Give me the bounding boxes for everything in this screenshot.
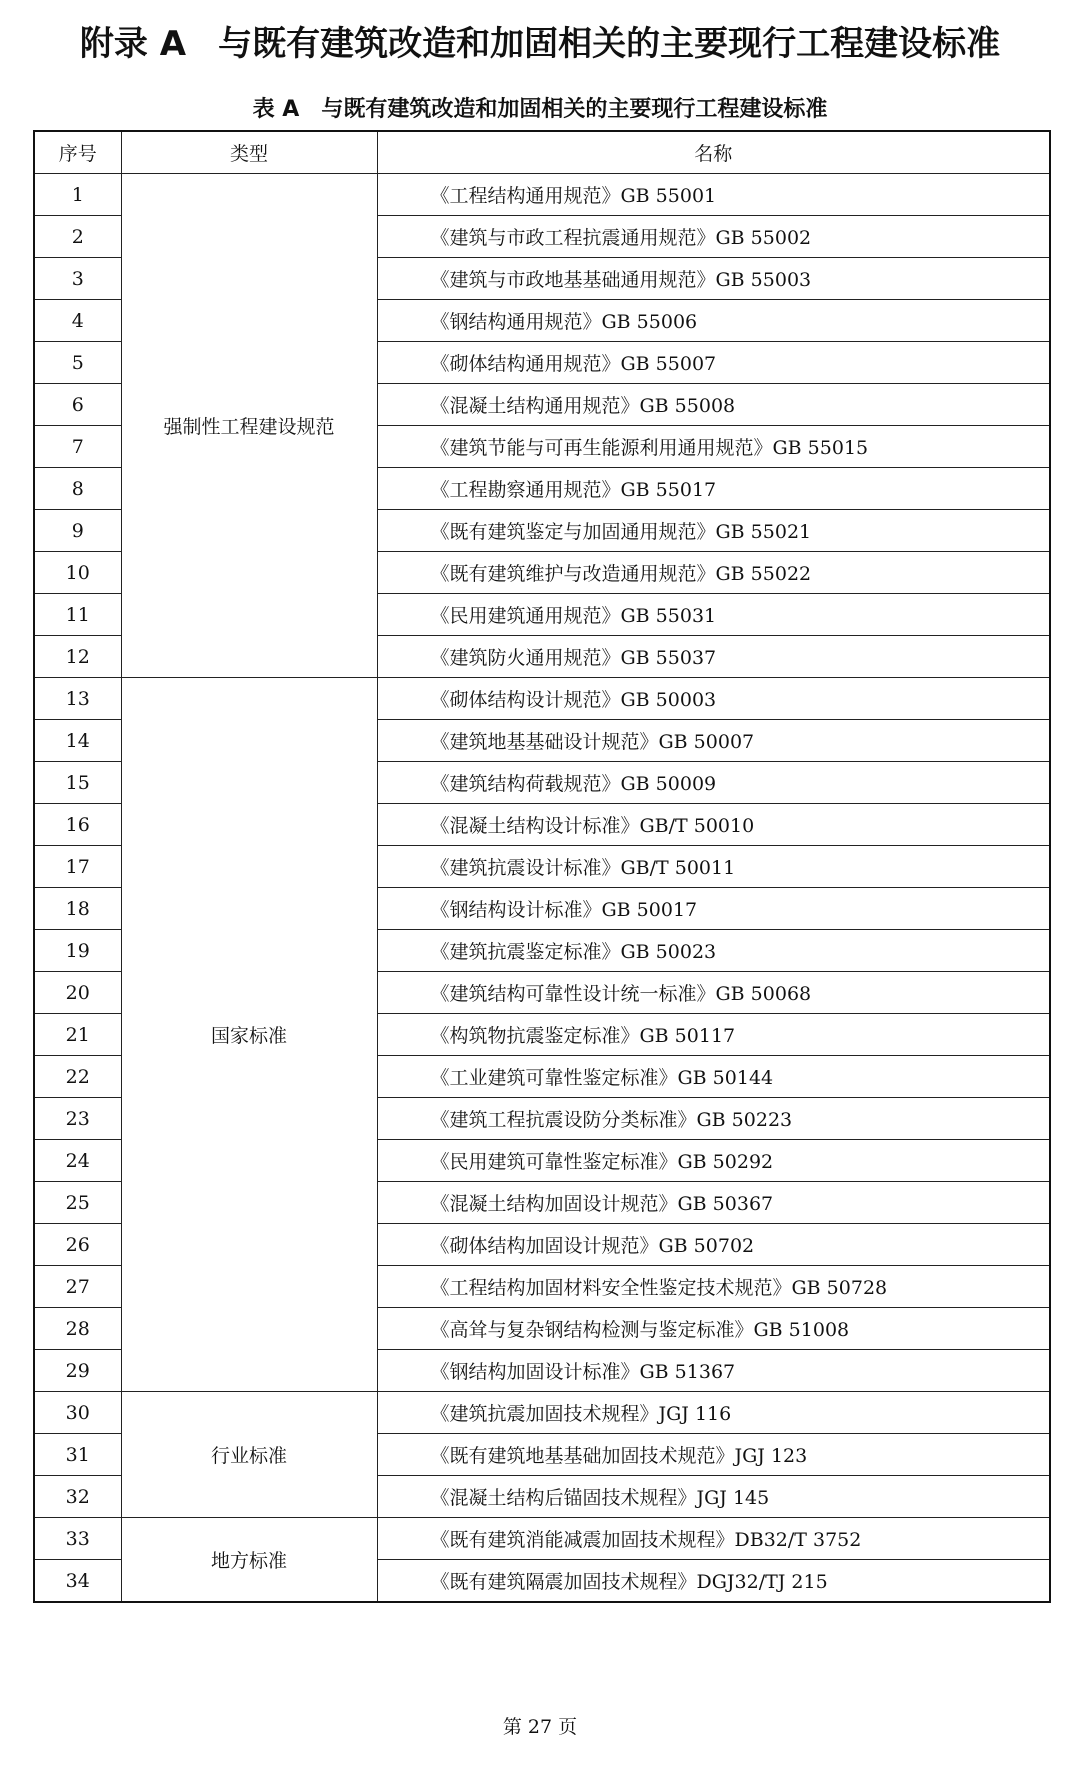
header-name: 名称 — [377, 131, 1050, 174]
standard-name: 《建筑抗震加固技术规程》JGJ 116 — [377, 1392, 1050, 1434]
standard-name: 《民用建筑通用规范》GB 55031 — [377, 594, 1050, 636]
standard-name: 《建筑结构荷载规范》GB 50009 — [377, 762, 1050, 804]
standard-name: 《混凝土结构设计标准》GB/T 50010 — [377, 804, 1050, 846]
row-number: 17 — [34, 846, 121, 888]
row-number: 8 — [34, 468, 121, 510]
row-number: 24 — [34, 1140, 121, 1182]
row-number: 26 — [34, 1224, 121, 1266]
header-type: 类型 — [121, 131, 377, 174]
standard-name: 《既有建筑地基基础加固技术规范》JGJ 123 — [377, 1434, 1050, 1476]
row-number: 15 — [34, 762, 121, 804]
table-row — [34, 1392, 1050, 1434]
standard-name: 《既有建筑隔震加固技术规程》DGJ32/TJ 215 — [377, 1560, 1050, 1603]
category-cell: 国家标准 — [121, 678, 377, 1392]
standards-table — [33, 130, 1051, 1603]
table-caption — [0, 90, 1080, 130]
row-number: 32 — [34, 1476, 121, 1518]
row-number: 23 — [34, 1098, 121, 1140]
page-number: 第 27 页 — [502, 1716, 578, 1738]
standard-name: 《既有建筑消能减震加固技术规程》DB32/T 3752 — [377, 1518, 1050, 1560]
category-cell: 地方标准 — [121, 1518, 377, 1603]
row-number: 27 — [34, 1266, 121, 1308]
row-number: 16 — [34, 804, 121, 846]
row-number: 31 — [34, 1434, 121, 1476]
row-number: 28 — [34, 1308, 121, 1350]
standard-name: 《钢结构设计标准》GB 50017 — [377, 888, 1050, 930]
standard-name: 《工程勘察通用规范》GB 55017 — [377, 468, 1050, 510]
row-number: 30 — [34, 1392, 121, 1434]
appendix-label: 附录 A — [79, 24, 187, 64]
standard-name: 《高耸与复杂钢结构检测与鉴定标准》GB 51008 — [377, 1308, 1050, 1350]
standard-name: 《建筑抗震设计标准》GB/T 50011 — [377, 846, 1050, 888]
standard-name: 《钢结构通用规范》GB 55006 — [377, 300, 1050, 342]
standard-name: 《建筑与市政工程抗震通用规范》GB 55002 — [377, 216, 1050, 258]
standard-name: 《混凝土结构后锚固技术规程》JGJ 145 — [377, 1476, 1050, 1518]
row-number: 10 — [34, 552, 121, 594]
row-number: 33 — [34, 1518, 121, 1560]
standard-name: 《混凝土结构加固设计规范》GB 50367 — [377, 1182, 1050, 1224]
standard-name: 《建筑防火通用规范》GB 55037 — [377, 636, 1050, 678]
table-row — [34, 678, 1050, 720]
row-number: 22 — [34, 1056, 121, 1098]
standard-name: 《建筑节能与可再生能源利用通用规范》GB 55015 — [377, 426, 1050, 468]
standard-name: 《建筑与市政地基基础通用规范》GB 55003 — [377, 258, 1050, 300]
row-number: 7 — [34, 426, 121, 468]
standard-name: 《工程结构加固材料安全性鉴定技术规范》GB 50728 — [377, 1266, 1050, 1308]
row-number: 34 — [34, 1560, 121, 1603]
category-cell: 行业标准 — [121, 1392, 377, 1518]
standard-name: 《民用建筑可靠性鉴定标准》GB 50292 — [377, 1140, 1050, 1182]
appendix-title — [0, 16, 1080, 72]
header-no: 序号 — [34, 131, 121, 174]
standard-name: 《构筑物抗震鉴定标准》GB 50117 — [377, 1014, 1050, 1056]
standard-name: 《砌体结构设计规范》GB 50003 — [377, 678, 1050, 720]
appendix-title-text: 与既有建筑改造和加固相关的主要现行工程建设标准 — [218, 24, 1001, 64]
category-cell: 强制性工程建设规范 — [121, 174, 377, 678]
standard-name: 《既有建筑鉴定与加固通用规范》GB 55021 — [377, 510, 1050, 552]
row-number: 13 — [34, 678, 121, 720]
table-body — [34, 174, 1050, 1603]
standard-name: 《建筑抗震鉴定标准》GB 50023 — [377, 930, 1050, 972]
table-caption-title: 与既有建筑改造和加固相关的主要现行工程建设标准 — [321, 97, 828, 122]
row-number: 21 — [34, 1014, 121, 1056]
row-number: 14 — [34, 720, 121, 762]
standard-name: 《钢结构加固设计标准》GB 51367 — [377, 1350, 1050, 1392]
standard-name: 《混凝土结构通用规范》GB 55008 — [377, 384, 1050, 426]
table-row — [34, 174, 1050, 216]
table-header-row — [34, 131, 1050, 174]
standard-name: 《工业建筑可靠性鉴定标准》GB 50144 — [377, 1056, 1050, 1098]
row-number: 2 — [34, 216, 121, 258]
standard-name: 《砌体结构通用规范》GB 55007 — [377, 342, 1050, 384]
row-number: 20 — [34, 972, 121, 1014]
standard-name: 《工程结构通用规范》GB 55001 — [377, 174, 1050, 216]
row-number: 5 — [34, 342, 121, 384]
standard-name: 《建筑工程抗震设防分类标准》GB 50223 — [377, 1098, 1050, 1140]
row-number: 12 — [34, 636, 121, 678]
row-number: 11 — [34, 594, 121, 636]
row-number: 25 — [34, 1182, 121, 1224]
row-number: 18 — [34, 888, 121, 930]
row-number: 9 — [34, 510, 121, 552]
table-caption-label: 表 A — [252, 97, 300, 122]
row-number: 6 — [34, 384, 121, 426]
standard-name: 《既有建筑维护与改造通用规范》GB 55022 — [377, 552, 1050, 594]
table-row — [34, 1518, 1050, 1560]
row-number: 4 — [34, 300, 121, 342]
standard-name: 《建筑地基基础设计规范》GB 50007 — [377, 720, 1050, 762]
row-number: 29 — [34, 1350, 121, 1392]
row-number: 19 — [34, 930, 121, 972]
standard-name: 《建筑结构可靠性设计统一标准》GB 50068 — [377, 972, 1050, 1014]
row-number: 1 — [34, 174, 121, 216]
standard-name: 《砌体结构加固设计规范》GB 50702 — [377, 1224, 1050, 1266]
row-number: 3 — [34, 258, 121, 300]
